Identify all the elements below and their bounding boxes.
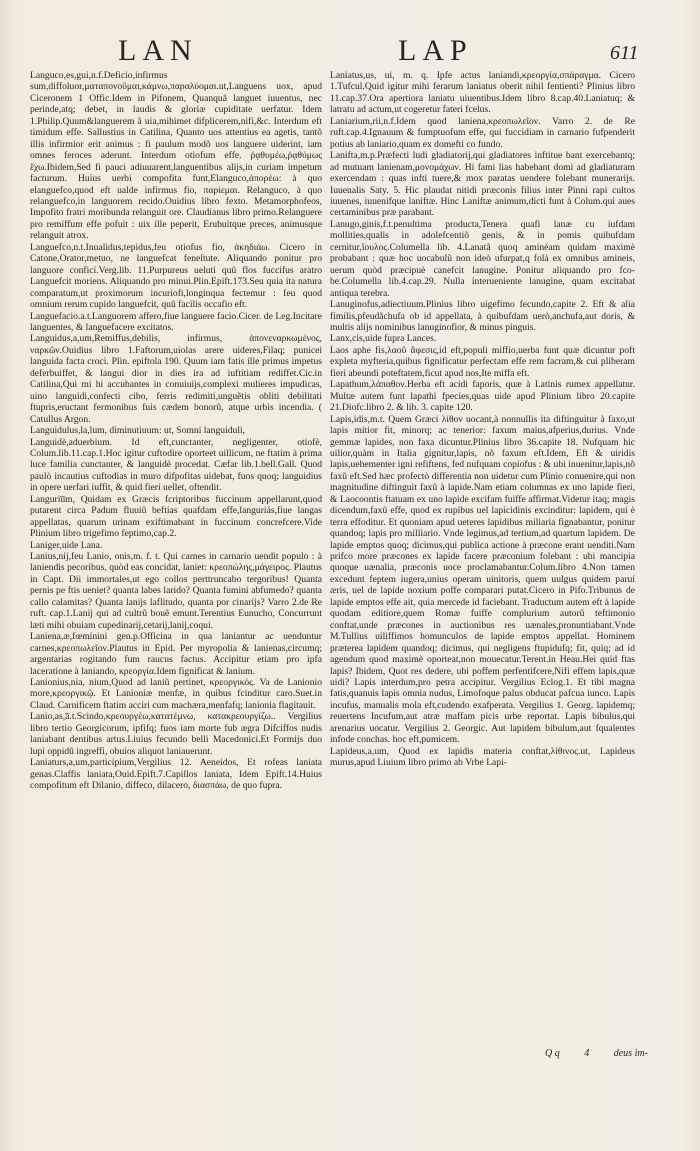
dictionary-entry: Laniatus,us, ui, m. q. Ipfe actus laniandi,κρεοργία,σπάραγμα. Cicero 1.Tufcul.Quid igitur mihi ferarum laniatus oberit nihil fentienti? Plinius libro 11.cap.37.Ora apertiora laniatu uiuentibus.Idem libro 8.cap.40.Laniatuq; & latratu ad actum,ut cogeretur fateri fcelus. (330, 70, 635, 116)
dictionary-entry: Languriu̅m, Quidam ex Græcis fcriptoribus fuccinum appellarunt,quod putarent circa Padum fluuiũ beftias quafdam effe,languriás,fiue langas appellatas, quarum urinam exiftimabant in fuccinum concrefcere.Vide Plinium libro trigefimo feptimo,cap.2. (30, 493, 322, 540)
signature-line (545, 1048, 670, 1059)
dictionary-entry: Lanugo,ginis,f.t.penultima producta,Tenera quafi lanæ cu iufdam mollities,qualis in adolefcentiõ genis, & in pomis quibufdam cernitur,ἴουλος.Columella lib. 4.Lanatã quoq aminéam quidam maximè probabant : quæ hoc uocabulũ non ideò ufurpat,q folà ex omnibus amineis, uerum quòd præcipuè canefcit lanugine. Ponitur aliquando pro fco-be.Columella lib.4.cap.29. Nulla interueniente lanugine, quam excitabat antiqua terebra. (330, 218, 635, 299)
page-number: 611 (610, 42, 639, 64)
dictionary-entry: Lanuginofus,adiectiuum.Plinius libro uigefimo fecundo,capite 2. Eft & alia fimilis,pfeudãchufa ob id appellata, à quibufdam uerò,anchufa,aut doris, & multis alijs nominibus lanuginofior, & minus pinguis. (330, 299, 635, 333)
running-header (0, 30, 700, 70)
dictionary-entry: Lanifta,m.p.Præfecti ludi gladiatorij,qui gladiatores inftitue bant exercebantq; ad mutuam lanienam,μονομάχων. Hi fami lias habebant domi ad gladiaturam exercendam : quas infti tuere,& mox paratas uendere folebant munerarijs. Iuuenalis Saty. 5. Hic plaudat nitidi præconis filius inter Pinni rapi cultos iuuenes, iuuenifque laniftæ. Hinc Laniftæ animum,dicti funt à Colum.qui aues certaminibus præ parabant. (330, 150, 635, 219)
dictionary-entry: Laniena,æ,fœmínini gen.p.Officina in qua laniantur ac uenduntur carnes,κρεοπωλεῖον.Plautus in Epid. Per myropolia & lanienas,circumq; argentarias rogitando fum raucus factus. Accipitur etiam pro ipfa laceratione à laniando, κρεοργία.Idem fignificat & lanium. (30, 631, 322, 677)
dictionary-entry: Languefco,n.t.Inualidus,tepidus,feu otiofus fio, ἀκηδιάω. Cicero in Catone,Orator,metuo, ne languefcat feneſtute. Aliquando ponitur pro languore conficí.Verg.lib. 11.Purpureus ueluti quũ flos fuccifus aratro Languefcit moriens. Aliquando pro minui.Plin.Epift.173.Seu quia ita natura comparatum,ut proximorum incuriofi,longinqua fectemur : feu quod omnium rerum cupido languefcit, quũ facilis occafio eft. (30, 241, 322, 311)
dictionary-entry: Lapathum,λάπαθον.Herba eft acidi faporis, quæ à Latinis rumex appellatur. Multæ autem funt lapathi fpecies,quas uide apud Plinium libro 20.capite 21.Diofc.libro 2. & lib. 3. capite 120. (330, 379, 635, 414)
dictionary-entry: Languefacio.a.t.Languorem affero,fiue languere facio.Cicer. de Leg.Incitare languentes, & languefacere excitatos. (30, 310, 322, 333)
dictionary-entry: Laos aphe fis,λαοῦ ἄφεσις,id eft,populi miffio,uerba funt quæ dicuntur poft expleta myfteria,quibus fignificatur perfectam effe rem facram,& cui pliberam fieri abeundi poteftatem,ficut apud nos,Ite miffa eft. (330, 344, 635, 379)
left-column (30, 70, 322, 792)
catchword: deus im- (613, 1048, 648, 1059)
dictionary-entry: Laniger,uide Lana. (30, 539, 103, 551)
dictionary-entry: Laniarium,rii,n.f.Idem quod laniena,κρεοπωλεῖον. Varro 2. de Re ruft.cap.4.Ignauum & fumptuofum effe, qui fuccidiam in carnario fufpenderit potius ab laniario,quam ex domefti co fundo. (330, 115, 635, 150)
dictionary-entry: Lanx,cis,uide fupra Lances. (330, 333, 437, 345)
header-left-word: LAN (118, 34, 198, 67)
dictionary-entry: Languidulus,la,lum, diminutiuum: ut, Somni languiduli, (30, 425, 246, 437)
signature-mark: Q q (545, 1048, 560, 1059)
dictionary-entry: Languidus,a,um,Remiffus,debilis, infirmus, ἀπονεναρκωμένος, ναρκῶν.Ouidius libro 1.Faftorum,uiolas arere uideres,Filaq; punicei languida facta croci. Plin. epiftola 190. Quum iam fatis ille primus impetus deferbuiffet, & langui dior in dies ira ad iuftitiam rediffet.Cic.in Catilina,Qui mi hi accubantes in conuiuijs,complexi mulieres impudicas, uino languidi,confecti cibo, ferris redimiti,unguẽtis obliti debilitati ftupris,eructant fermonibus fuis cædem bonorũ, atque urbis incendia. ( Catullus Argon. (30, 333, 322, 425)
signature-number: 4 (584, 1048, 590, 1059)
right-column (330, 70, 635, 769)
dictionary-entry: Lapideus,a,um, Quod ex lapidis materia conftat,λίθινος.ut, Lapideus murus,apud Liuium libro primo ab Vrbe Lapi- (330, 745, 635, 769)
header-right-word: LAP (398, 34, 473, 67)
dictionary-entry: Lanio,as,a̅.t.Scindo,κρεουργέω,κατατέμνω, κατακρεουργίζω.. Vergilius libro tertio Georgicorum, ipfifq; fuos iam morte fub ægra Difciffos nudis laniabant dentibus artus.Liuius fecundo belli Macedonici.Et Formijs duo lupi oppidũ ingreffi, obuios aliquot laniauerunt. (30, 711, 322, 757)
dictionary-entry: Languco,es,gui,n.f.Deficio,infirmus sum,diffoluor,ματαπονοῦμαι,κάμνω,παραλύομαι.ut,Languens uox, apud Ciceronem 1 Offic.Idem in Pifonem, Quanquã languet iuuentus, nec perinde,atq; debet, in laudis & gloriæ cupiditate uerfatur. Idem 1.Philip.Quum&languerem ã uia,mihimet difplicerem,nifi,&c. Interdum eft timidum effe. Sallustius in Catilina, Quanto uos attentius ea agetis, tantõ illis infirmior erit animus : fi paulum modõ uos languere uiderint, iam omnes feroces aderunt. Interdum otiofum effe. ῥᾳθυμέω,ῥᾳθύμως ἔχω.Ibidem,Sed fi pauci adiuuarent,languentibus alijs,in curiam impetum facturum. Huius uerbi compofita funt,Elanguco,ἀπορέω: à quo elanguefco,quod eft ualde infirmus fio, παρίεμαι. Relanguco, à quo relanguefco,in languorem recido.Ouidius libro fexto. Metamorphofeos, Impofito fratri moribunda relanguit ore. Claudianus libro primo.Relanguere pro remiffum effe pofuit : uix ille peperit, Erubuitque preces, animusque relanguit atrox. (30, 70, 322, 242)
dictionary-entry: Laniaturs,a,um,participium,Vergilius 12. Aeneidos, Et rofeas laniata genas.Claffis laniata,Ouid.Epift.7.Capillos laniata, Idem Epift.14.Huius compofitum eft Dilanio, diffeco, dilacero, διασπάω, de quo fupra. (30, 757, 322, 792)
dictionary-entry: Lapis,idis,m.t. Quem Græci λίθον uocant,à nonnullis ita diftinguitur à faxo,ut lapis mitior fit, minorq; ac tenerior: faxum maius,afperius,durius. Vnde gemmæ lapides, non faxa dicuntur.Plinius libro 36.capite 18. Nufquam hic uilior,quàm in Italia gignitur,lapis, nõ faxum eft.Idem, Eft & uiridis lapis,uehementer igni refiftens, fed nufquam copiofus : & ubi inuenitur,lapis,nõ faxũ eft.Sed hæc profectò differentia non uidetur cum Plinio conuenire,qui non magnitudine diftinguit faxũ à lapide.Nam etiam columnas ex uno lapide fieri, & Laocoontis ftatuam ex uno lapide excifam fuiffe affirmat.Videtur itaq; magis dicendum,faxũ effe, quod ex rupibus uel lapicidinis excinditur: lapidem, qui è terra effoditur. Et quoniam apud ueteres lapidibus miliaria fignabantur, ponitur quandoq; lapis pro milliario. Vnde legimus,ad tertium,ad quartum lapidem. De lapide emptos quoq; dicimus,qui publica actione à præcone erant uenditi.Nam prifco more præcones ex lapide facere præconium folebant : ubi mancipia quoque uænalia, præconis uoce proclamabantur.Colum.libro 4.Non tamen excedunt feptem iugera,unius operam uinitoris, quem uulgus quidem paruí æris, uel de lapide noxium poffe comparari putat.Cicero in Pifo.Tribunus de lapide emptos effe ait, quia mercede id faciebant. Traductum autem eft à lapide quodam editiore,quem Romæ fuiffe complurium autorũ teftimonio conftat,unde præcones in auctionibus res uænales,pronuntiabant.Vnde M.Tullius uiliffimos homunculos de lapide emptos appellat. Hominem præterea lapidem quandoq; dicimus, qui negligens ftupidufq; fit, quiq; ad id agendum quod maximè oporteat,non mouecatur.Terent.in Heau.Hei quid ftas lapis? Ibidem, Quot res dedere, ubi poffem perfentifcere,Nifi effem lapis,quæ uidi? Lapis interdum,pro petra accipitur. Vergilius Eclog.1. Et tibi magna fatis,quanuis lapis omnia nudus, Limofoque palus obducat pafcua iunco. Lapis incufus, manualis mola eft,cudendo exafperata. Vergilius 1. Georg. lapidemq; reuertens Incufum,aut atræ maffam picis urbe reportat. Lapis bibulus,qui arenarius uocatur. Vergilius 2. Georgic. Aut lapidem bibulum,aut fqualentes infode conchas. hoc eft,pumicem. (330, 413, 635, 746)
dictionary-entry: Languidè,aduerbium. Id eft,cunctanter, negligenter, otiofè, Colum.lib.11.cap.1.Hoc igitur cuftodire oporteet uillicum, ne ftatim à prima luce familia cunctanter, & languidè procedat. Cæfar lib.1.bell.Gall. Quod paulò incautius cuftodias in muro difpofitas uidebat, fuos quoq; languidius in opere uerfari iuffit, & quid fieri uellet, oftendit. (30, 436, 322, 494)
dictionary-entry: Lanionius,nia, nium,Quod ad laniũ pertinet, κρεοργικός. Va de Lanionio more,κρεοργικῷ. Et Lanioniæ menfæ, in quibus fcinditur caro.Suet.in Claud. Carnificem ftatim acciri cum machæra,menfafq; lanionia flagitauit. (30, 677, 322, 711)
dictionary-entry: Lanius,nij,feu Lanio, onis,m. f. t. Qui carnes in carnario uendit populo : à laniendis pecoribus, quòd eas concidat, laniet: κρεοπώλης,μάγειρος. Plautus in Capt. Dii immortales,ut ego collos perttruncabo tergoribus! Quanta pernis pe ftis ueniet? quanta labes larido? Quanta fumini abfumedo? quanta callo calamitas? Quanta lanijs laflitudo, quanta por cinarijs? Varro 2.de Re ruft. cap.1.Lanij qui ad cultrũ bouẽ emunt.Terentius Eunucho, Concurrunt læti mihi obuiam cupedinarij,cetarij,lanij,coqui. (30, 551, 322, 631)
